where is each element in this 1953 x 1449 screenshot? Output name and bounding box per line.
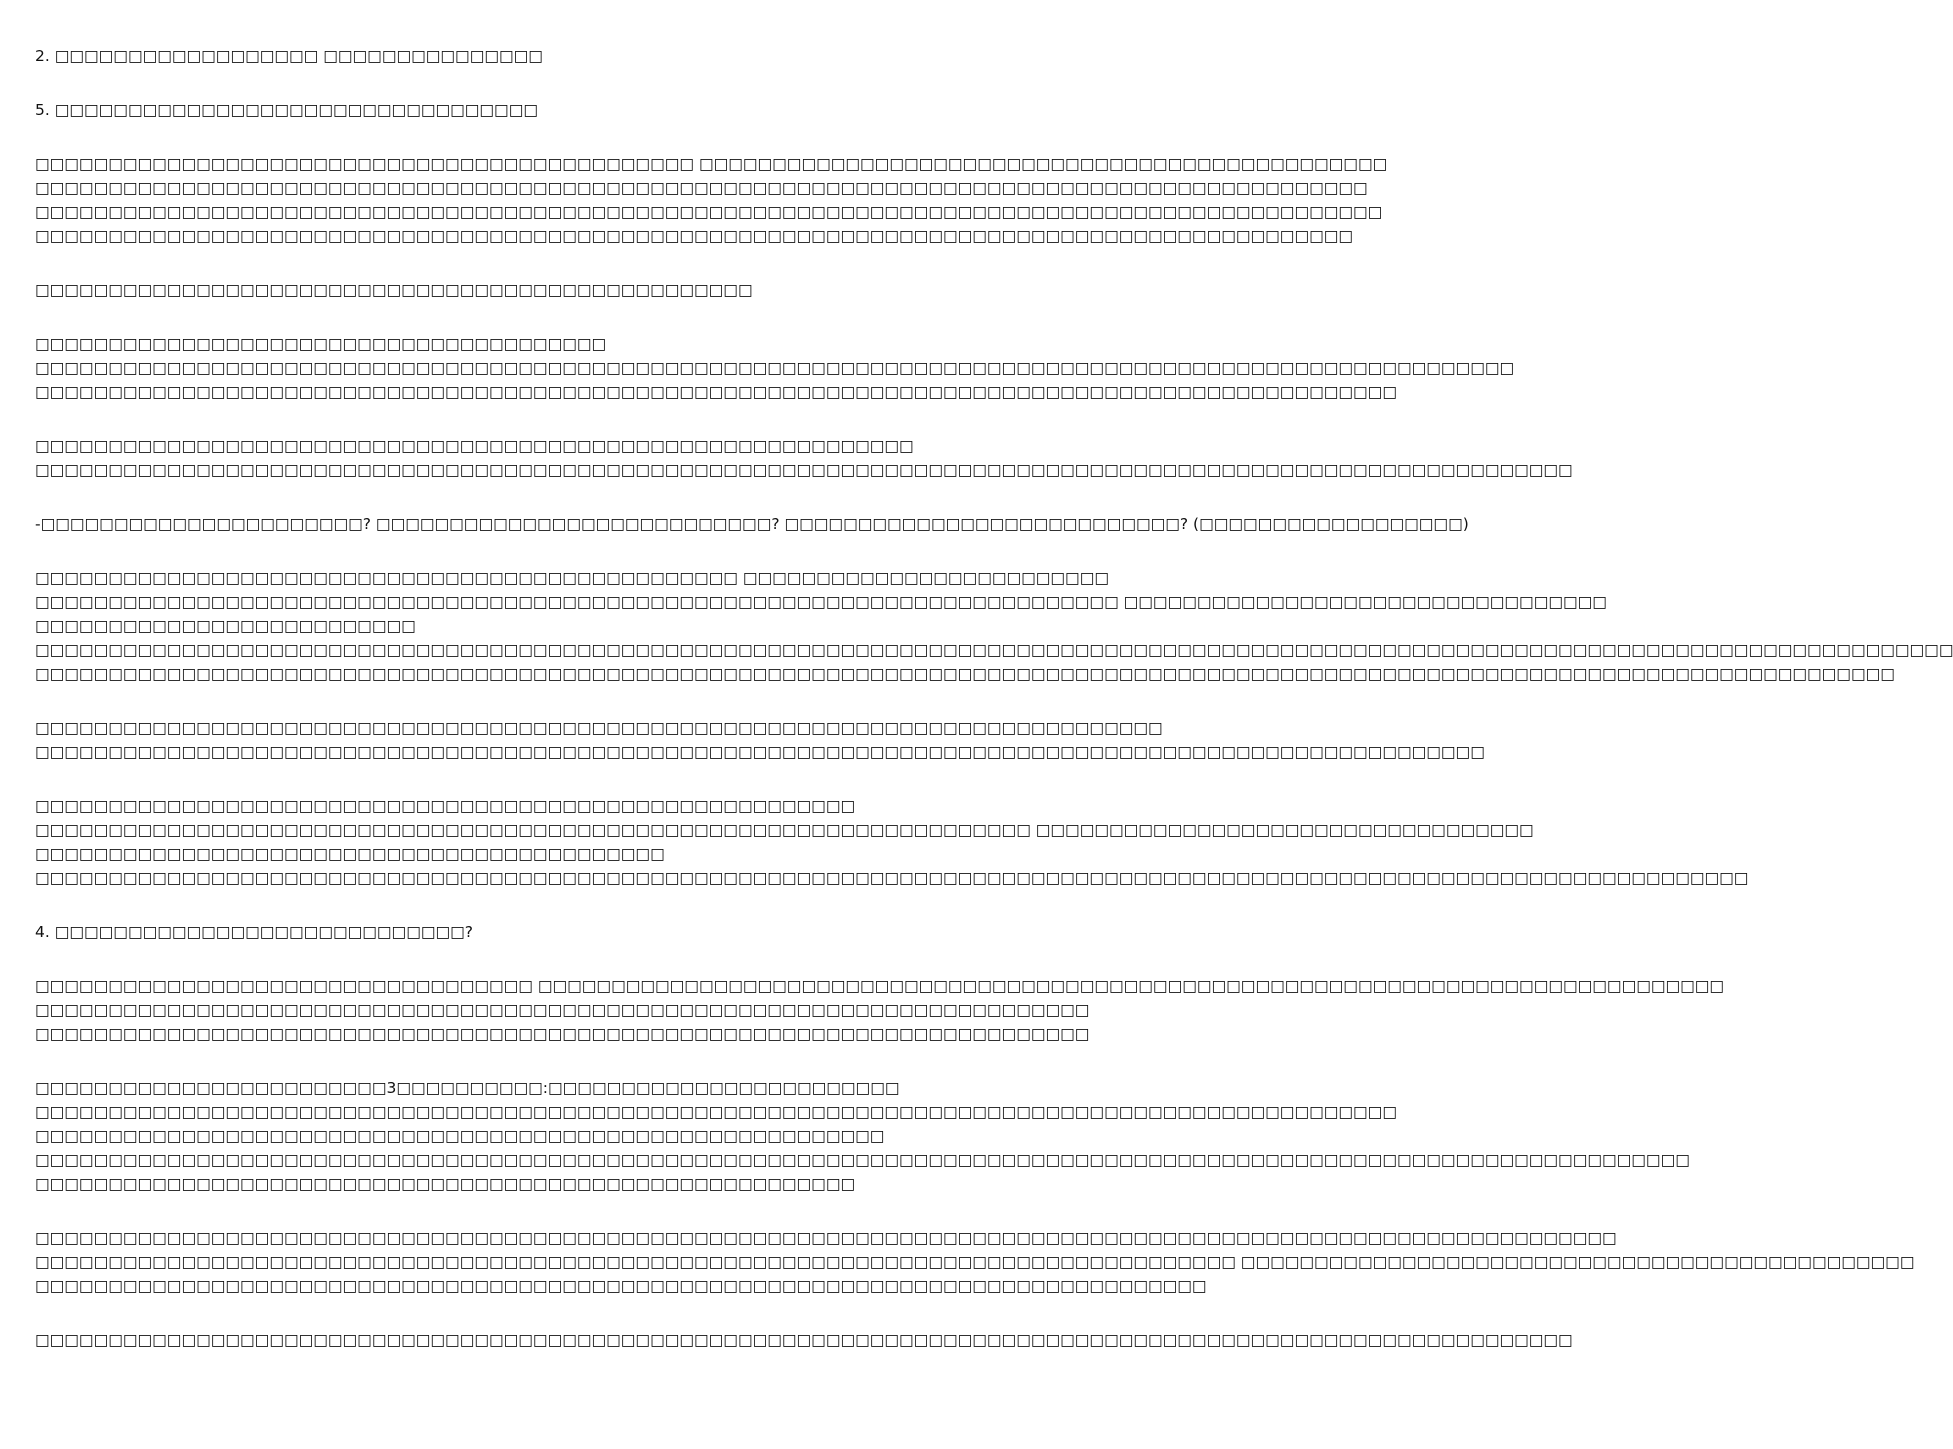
heading-text: 2. □□□□□□□□□□□□□□□□□□ □□□□□□□□□□□□□□□ [35,47,543,65]
text-line: □□□□□□□□□□□□□□□□□□□□□□□□□□□□□□□□□□□□□□□□□□□□□□□□□□□□□□□□ [35,797,856,815]
text-line: □□□□□□□□□□□□□□□□□□□□□□□□□□□□□□□□□□□□□□□□□□□□□□□□□□□□□□□□□□□□□□□□□□□□□□□□□□□□□□□□□□□□□□□□□□□□□□□□□□□□□□□□□□□□□□□□□□□□□□□□□□□□□□□□□□□ [35,641,1953,659]
paragraph [35,974,1725,1046]
text-line: □□□□□□□□□□□□□□□□□□□□□□□□□□□□□□□□□□□□□□□□□□□□□□□□ □□□□□□□□□□□□□□□□□□□□□□□□□ [35,569,1109,587]
paragraph [35,152,1388,248]
paragraph [35,794,1749,890]
heading-section-2 [35,44,1020,68]
paragraph [35,278,1020,302]
paragraph [35,1328,1573,1352]
text-line: □□□□□□□□□□□□□□□□□□□□□□□□□□□□□□□□□□□□□□□□□□□□□□□□□□□□□□□□□□□□□□□□□□□□□□□□ [35,1001,1090,1019]
paragraph [35,1226,1915,1298]
text-line: □□□□□□□□□□□□□□□□□□□□□□□□□□□□□□□□□□□□□□□□□□□□□□□□□□□□□□□□□□□□□□□□□□□□□□□□□□□□□□□□□□□□□□□□□□□□□□□□□□□□□□□□□ [35,461,1573,479]
text-line: □□□□□□□□□□□□□□□□□□□□□□□□□□□□□□□□□□□□□□□□□□□□□□□□□□□□□□□□□□□□□□□□□□□□□□□□□□□□□□□□□□□□□□□□□□□□ [35,203,1383,221]
text-line: □□□□□□□□□□□□□□□□□□□□□□□□□□□□□□□□□□□□□□□□□□□□□□□□□□□□□□□□□□□□□□□□□□□□□□□□□□□□□□□□□□□□□□□□□□□ [35,179,1368,197]
text-line: □□□□□□□□□□□□□□□□□□□□□□□□□□□□□□□□□□□□□□□□□□□□□□□□□□□□□□□□□□□□□□□□□□□□□□□□□□□□□□□□□□ □□□□□□□□□□□□□□□□□□□□□□□□□□□□□□□□□□□□□□□□□□□□□□ [35,1253,1915,1271]
text-line: □□□□□□□□□□□□□□□□□□□□□□□□□□□□□□□□□□□□□□□□□□□□□□□□□□□□□□□□□□□□□□□□□□□□□□□□□□ □□□□□□□□□□□□□□□□□□□□□□□□□□□□□□□□□ [35,593,1607,611]
paragraph [35,332,1515,404]
heading-text: 5. □□□□□□□□□□□□□□□□□□□□□□□□□□□□□□□□□ [35,101,538,119]
text-line: □□□□□□□□□□□□□□□□□□□□□□□□□□□□□□□□□□□□□□□ [35,335,607,353]
text-line: □□□□□□□□□□□□□□□□□□□□□□□□□□□□□□□□□□□□□□□□□□□ [35,845,665,863]
text-line: □□□□□□□□□□□□□□□□□□□□□□□□□□□□□□□□□□□□□□□□□□□□□□□□□□□□□□□□□□□□ [35,437,914,455]
text-line: □□□□□□□□□□□□□□□□□□□□□□□□□□ [35,617,416,635]
text-line: □□□□□□□□□□□□□□□□□□□□□□□□□□□□□□□□□□□□□□□□□□□□□ □□□□□□□□□□□□□□□□□□□□□□□□□□□□□□□□□□□□□□□□□□□□□□□ [35,155,1388,173]
text-line: □□□□□□□□□□□□□□□□□□□□□□□□□□□□□□□□□□□□□□□□□□□□□□□□□□□□□□□□□□□□□□□□□□□□□□□□□□□□□□□□□□□□□□□□□□□□□□□□□□□□□□□□□□□□□□□□□□□□□□□□□□□□□□□ [35,665,1895,683]
question-line [35,512,1469,536]
text-line: □□□□□□□□□□□□□□□□□□□□□□□□□□□□□□□□□□□□□□□□□□□□□□□□□□□□□□□□□□ [35,1127,885,1145]
text-line: □□□□□□□□□□□□□□□□□□□□□□□□□□□□□□□□□□□□□□□□□□□□□□□□□□□□□□□□□□□□□□□□□□□□□□□□□□□□□□□□□□□□□□□□□□□□□ [35,1103,1397,1121]
paragraph [35,566,1953,686]
paragraph [35,434,1573,482]
text-line: □□□□□□□□□□□□□□□□□□□□□□□□□□□□□□□□□□□□□□□□□□□□□□□□□□□□□□□□□□□□□□□□□□□□□□□□ [35,1025,1090,1043]
text-line: □□□□□□□□□□□□□□□□□□□□□□□□□□□□□□□□□□ □□□□□□□□□□□□□□□□□□□□□□□□□□□□□□□□□□□□□□□□□□□□□□□□□□□□□□□□□□□□□□□□□□□□□□□□□□□□□□□□□ [35,977,1725,995]
text-line: □□□□□□□□□□□□□□□□□□□□□□□□□□□□□□□□□□□□□□□□□□□□□□□□□□□□□□□□□□□□□□□□□□□□□□□□□□□□□□□□□□□□□□□□□□□□□□□□□□□□□□□□□ [35,1331,1573,1349]
text-line: □□□□□□□□□□□□□□□□□□□□□□□□□□□□□□□□□□□□□□□□□□□□□□□□□□□□□□□□□□□□□□□□□□□□□□□□□□□□□ [35,719,1163,737]
text-line: □□□□□□□□□□□□□□□□□□□□□□□□3□□□□□□□□□□:□□□□□□□□□□□□□□□□□□□□□□□□ [35,1079,900,1097]
document-body [35,44,1953,1382]
heading-text: 4. □□□□□□□□□□□□□□□□□□□□□□□□□□□□? [35,923,473,941]
text-line: □□□□□□□□□□□□□□□□□□□□□□□□□□□□□□□□□□□□□□□□□□□□□□□□□□□□□□□□□□□□□□□□□□□□□□□□□□□□□□□□□□□□□□□□□□□□□ [35,383,1397,401]
text-line: □□□□□□□□□□□□□□□□□□□□□□□□□□□□□□□□□□□□□□□□□□□□□□□□□□□□□□□□□□□□□□□□□□□□ □□□□□□□□□□□□□□□□□□□□□□□□□□□□□□□□□□ [35,821,1534,839]
text-line: □□□□□□□□□□□□□□□□□□□□□□□□□□□□□□□□□□□□□□□□□□□□□□□□□ [35,281,753,299]
paragraph [35,716,1485,764]
text-line: □□□□□□□□□□□□□□□□□□□□□□□□□□□□□□□□□□□□□□□□□□□□□□□□□□□□□□□□□□□□□□□□□□□□□□□□□□□□□□□□□□□□□□□□□□ [35,227,1354,245]
text-line: □□□□□□□□□□□□□□□□□□□□□□□□□□□□□□□□□□□□□□□□□□□□□□□□□□□□□□□□ [35,1175,856,1193]
paragraph [35,1076,1690,1196]
text-line: □□□□□□□□□□□□□□□□□□□□□□□□□□□□□□□□□□□□□□□□□□□□□□□□□□□□□□□□□□□□□□□□□□□□□□□□□□□□□□□□ [35,1277,1207,1295]
heading-section-5 [35,98,1020,122]
text-line: □□□□□□□□□□□□□□□□□□□□□□□□□□□□□□□□□□□□□□□□□□□□□□□□□□□□□□□□□□□□□□□□□□□□□□□□□□□□□□□□□□□□□□□□□□□□□□□□□□□□□□□□□□□□□□□□□□□□□ [35,869,1749,887]
text-line: □□□□□□□□□□□□□□□□□□□□□□□□□□□□□□□□□□□□□□□□□□□□□□□□□□□□□□□□□□□□□□□□□□□□□□□□□□□□□□□□□□□□□□□□□□□□□□□□□□□ [35,743,1485,761]
text-line: □□□□□□□□□□□□□□□□□□□□□□□□□□□□□□□□□□□□□□□□□□□□□□□□□□□□□□□□□□□□□□□□□□□□□□□□□□□□□□□□□□□□□□□□□□□□□□□□□□□□□□□□□□□□ [35,1229,1617,1247]
text-line: -□□□□□□□□□□□□□□□□□□□□□□? □□□□□□□□□□□□□□□□□□□□□□□□□□□? □□□□□□□□□□□□□□□□□□□□□□□□□□□? (□□□□□□□□□□□□□□□□□□) [35,515,1469,533]
text-line: □□□□□□□□□□□□□□□□□□□□□□□□□□□□□□□□□□□□□□□□□□□□□□□□□□□□□□□□□□□□□□□□□□□□□□□□□□□□□□□□□□□□□□□□□□□□□□□□□□□□□ [35,359,1515,377]
text-line: □□□□□□□□□□□□□□□□□□□□□□□□□□□□□□□□□□□□□□□□□□□□□□□□□□□□□□□□□□□□□□□□□□□□□□□□□□□□□□□□□□□□□□□□□□□□□□□□□□□□□□□□□□□□□□□□□ [35,1151,1690,1169]
heading-section-4 [35,920,1020,944]
